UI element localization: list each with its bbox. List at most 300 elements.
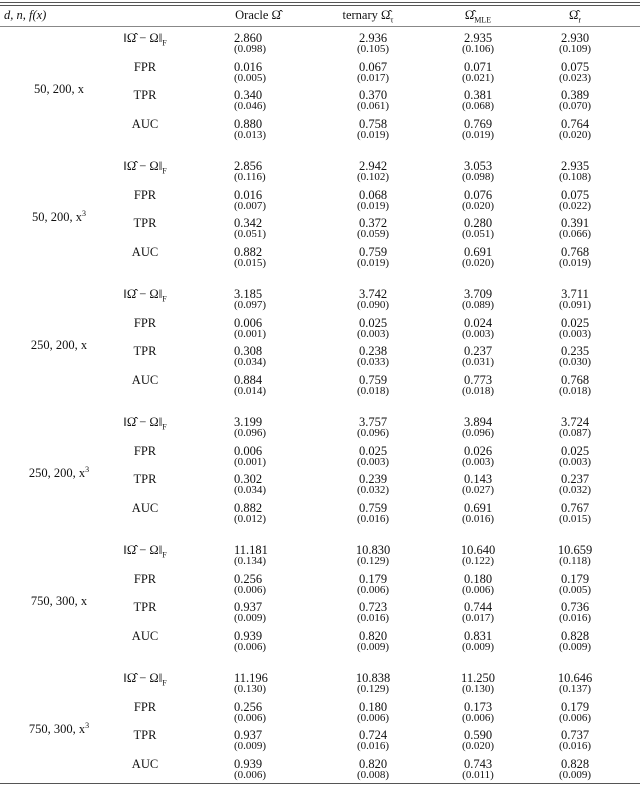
metric-label xyxy=(100,88,190,105)
cell-std-error: (0.033) xyxy=(356,356,390,368)
group-label-text: 50, 200, x xyxy=(34,82,84,97)
cell-value: 0.173 xyxy=(463,699,493,714)
metric-label-main: AUC xyxy=(131,500,159,515)
table-cell xyxy=(333,730,413,752)
table-cell xyxy=(535,443,615,468)
cell-value: 10.659 xyxy=(557,543,593,557)
table-cell xyxy=(535,673,615,695)
table-cell xyxy=(438,443,518,468)
cell-value: 0.067 xyxy=(358,59,388,74)
table-cell xyxy=(438,545,518,567)
table-cell xyxy=(234,116,314,141)
cell-value: 0.239 xyxy=(358,472,388,486)
metric-label-main: AUC xyxy=(131,244,159,259)
cell-value: 0.071 xyxy=(463,59,493,74)
metric-label-main: AUC xyxy=(131,756,159,771)
cell-value: 0.024 xyxy=(463,315,493,330)
metric-label-main: ‖Ω̂ − Ω‖ xyxy=(123,543,163,557)
table-cell xyxy=(333,187,413,212)
cell-value: 0.237 xyxy=(560,472,590,486)
cell-value: 0.769 xyxy=(463,116,493,131)
column-header-sub: τ xyxy=(390,15,394,25)
group-label-sup: 3 xyxy=(85,465,90,474)
metric-label xyxy=(100,757,190,774)
cell-value: 0.820 xyxy=(358,756,388,771)
cell-value: 0.256 xyxy=(234,571,263,586)
table-cell xyxy=(234,59,314,84)
cell-std-error: (0.130) xyxy=(234,683,267,695)
table-cell xyxy=(234,699,314,724)
cell-value: 0.590 xyxy=(463,728,493,742)
table-cell xyxy=(234,474,314,496)
metric-label-main: TPR xyxy=(133,344,157,358)
cell-std-error: (0.008) xyxy=(356,768,390,781)
metric-label xyxy=(100,287,190,304)
cell-value: 0.076 xyxy=(463,187,493,202)
cell-std-error: (0.023) xyxy=(558,71,592,84)
cell-value: 0.075 xyxy=(560,187,590,202)
cell-std-error: (0.032) xyxy=(356,484,390,496)
cell-std-error: (0.006) xyxy=(558,711,592,724)
cell-std-error: (0.013) xyxy=(234,128,267,141)
table-cell xyxy=(438,346,518,368)
cell-value: 2.935 xyxy=(560,159,590,173)
cell-value: 0.768 xyxy=(560,372,590,387)
cell-std-error: (0.009) xyxy=(234,740,267,752)
metric-label xyxy=(100,316,190,333)
table-cell xyxy=(333,346,413,368)
table-cell xyxy=(438,673,518,695)
metric-label-sub: F xyxy=(162,294,167,304)
cell-std-error: (0.031) xyxy=(461,356,495,368)
cell-value: 0.143 xyxy=(463,472,493,486)
table-cell xyxy=(535,218,615,240)
table-cell xyxy=(333,628,413,653)
metric-label-sub: F xyxy=(162,38,167,48)
cell-std-error: (0.070) xyxy=(558,100,592,112)
metric-label xyxy=(100,543,190,560)
cell-std-error: (0.006) xyxy=(356,583,390,596)
cell-value: 0.820 xyxy=(358,628,388,643)
cell-value: 0.764 xyxy=(560,116,590,131)
cell-value: 0.006 xyxy=(234,315,263,330)
cell-value: 11.250 xyxy=(461,671,495,685)
cell-std-error: (0.066) xyxy=(558,228,592,240)
cell-std-error: (0.098) xyxy=(234,43,267,55)
metric-label xyxy=(100,572,190,589)
group-label xyxy=(4,465,114,481)
metric-label-sub: F xyxy=(162,678,167,688)
column-header-main: Ω̂ xyxy=(464,8,475,22)
cell-value: 0.773 xyxy=(463,372,493,387)
table-cell xyxy=(333,90,413,112)
table-cell xyxy=(333,673,413,695)
cell-value: 0.691 xyxy=(463,500,493,515)
metric-label-sub: F xyxy=(162,166,167,176)
table-cell xyxy=(333,443,413,468)
metric-label-main: FPR xyxy=(133,59,157,74)
cell-std-error: (0.016) xyxy=(461,512,495,525)
cell-std-error: (0.096) xyxy=(461,427,495,439)
cell-std-error: (0.009) xyxy=(234,612,267,624)
cell-std-error: (0.108) xyxy=(558,171,592,183)
cell-std-error: (0.032) xyxy=(558,484,592,496)
cell-std-error: (0.006) xyxy=(461,583,495,596)
cell-value: 0.016 xyxy=(234,187,263,202)
table-cell xyxy=(333,571,413,596)
table-cell xyxy=(234,730,314,752)
metric-label-main: AUC xyxy=(131,372,159,387)
cell-std-error: (0.003) xyxy=(461,327,495,340)
cell-std-error: (0.106) xyxy=(461,43,495,55)
table-cell xyxy=(438,90,518,112)
cell-value: 10.646 xyxy=(557,671,593,685)
cell-value: 0.768 xyxy=(560,244,590,259)
metric-label-main: TPR xyxy=(133,88,157,102)
cell-value: 0.370 xyxy=(358,88,388,102)
cell-std-error: (0.014) xyxy=(234,384,267,397)
cell-value: 0.381 xyxy=(463,88,493,102)
table-cell xyxy=(438,218,518,240)
cell-value: 0.075 xyxy=(560,59,590,74)
metric-label-main: FPR xyxy=(133,571,157,586)
table-cell xyxy=(234,673,314,695)
header-group-col xyxy=(4,8,46,23)
cell-std-error: (0.105) xyxy=(356,43,390,55)
cell-value: 0.828 xyxy=(560,628,590,643)
cell-value: 0.235 xyxy=(560,344,590,358)
cell-value: 0.025 xyxy=(358,443,388,458)
cell-std-error: (0.003) xyxy=(461,455,495,468)
cell-value: 3.724 xyxy=(560,415,590,429)
cell-std-error: (0.018) xyxy=(356,384,390,397)
metric-label xyxy=(100,728,190,745)
table-cell xyxy=(438,500,518,525)
table-cell xyxy=(234,443,314,468)
cell-value: 2.935 xyxy=(463,31,493,45)
metric-label-main: FPR xyxy=(133,187,157,202)
cell-value: 3.199 xyxy=(234,415,263,429)
header-rule xyxy=(0,26,640,27)
cell-std-error: (0.102) xyxy=(356,171,390,183)
cell-std-error: (0.046) xyxy=(234,100,267,112)
cell-std-error: (0.090) xyxy=(356,299,390,311)
cell-std-error: (0.005) xyxy=(558,583,592,596)
cell-value: 0.831 xyxy=(463,628,493,643)
cell-value: 11.181 xyxy=(234,543,268,557)
cell-std-error: (0.006) xyxy=(234,583,267,596)
metric-label xyxy=(100,444,190,461)
cell-value: 0.025 xyxy=(560,315,590,330)
cell-value: 0.302 xyxy=(234,472,263,486)
table-cell xyxy=(333,33,413,55)
column-header xyxy=(515,8,635,25)
cell-value: 0.723 xyxy=(358,600,388,614)
metric-label-sub: F xyxy=(162,422,167,432)
cell-std-error: (0.006) xyxy=(234,768,267,781)
metric-label xyxy=(100,245,190,262)
cell-std-error: (0.011) xyxy=(462,768,494,781)
cell-std-error: (0.020) xyxy=(461,256,495,269)
cell-value: 0.736 xyxy=(560,600,590,614)
cell-std-error: (0.089) xyxy=(461,299,495,311)
cell-value: 0.389 xyxy=(560,88,590,102)
top-rule-2 xyxy=(0,5,640,6)
group-label-text: 250, 200, x xyxy=(28,466,86,481)
table-cell xyxy=(535,244,615,269)
table-cell xyxy=(535,90,615,112)
metric-label xyxy=(100,188,190,205)
table-cell xyxy=(535,161,615,183)
table-cell xyxy=(438,756,518,781)
table-cell xyxy=(535,571,615,596)
table-cell xyxy=(333,500,413,525)
table-cell xyxy=(535,187,615,212)
cell-value: 0.767 xyxy=(560,500,590,515)
table-cell xyxy=(333,59,413,84)
cell-std-error: (0.001) xyxy=(234,327,267,340)
table-cell xyxy=(234,417,314,439)
cell-std-error: (0.017) xyxy=(461,612,495,624)
cell-std-error: (0.018) xyxy=(558,384,592,397)
cell-std-error: (0.003) xyxy=(356,455,390,468)
table-cell xyxy=(535,756,615,781)
table-cell xyxy=(333,218,413,240)
top-rule-1 xyxy=(0,2,640,3)
cell-std-error: (0.009) xyxy=(356,640,390,653)
table-cell xyxy=(234,571,314,596)
cell-value: 0.691 xyxy=(463,244,493,259)
column-header-main: Oracle Ω̂ xyxy=(235,8,281,22)
cell-std-error: (0.018) xyxy=(461,384,495,397)
cell-std-error: (0.003) xyxy=(558,327,592,340)
group-label xyxy=(4,721,114,737)
table-cell xyxy=(234,90,314,112)
cell-std-error: (0.027) xyxy=(461,484,495,496)
table-cell xyxy=(234,244,314,269)
cell-std-error: (0.034) xyxy=(234,484,267,496)
cell-value: 0.280 xyxy=(463,216,493,230)
metric-label xyxy=(100,31,190,48)
metric-label-main: FPR xyxy=(133,699,157,714)
metric-label-main: FPR xyxy=(133,443,157,458)
group-label xyxy=(4,81,114,97)
cell-value: 0.308 xyxy=(234,344,263,358)
cell-std-error: (0.005) xyxy=(234,71,267,84)
cell-std-error: (0.061) xyxy=(356,100,390,112)
table-cell xyxy=(535,33,615,55)
cell-value: 0.759 xyxy=(358,372,388,387)
cell-std-error: (0.016) xyxy=(356,512,390,525)
metric-label-main: AUC xyxy=(131,628,159,643)
table-cell xyxy=(234,756,314,781)
table-cell xyxy=(535,315,615,340)
group-label xyxy=(4,337,114,353)
cell-std-error: (0.022) xyxy=(558,199,592,212)
cell-std-error: (0.016) xyxy=(356,740,390,752)
metric-label xyxy=(100,600,190,617)
table-cell xyxy=(234,628,314,653)
cell-value: 0.179 xyxy=(560,699,590,714)
cell-value: 0.884 xyxy=(234,372,263,387)
table-cell xyxy=(333,602,413,624)
cell-std-error: (0.020) xyxy=(461,199,495,212)
cell-std-error: (0.030) xyxy=(558,356,592,368)
cell-std-error: (0.020) xyxy=(461,740,495,752)
cell-value: 0.025 xyxy=(358,315,388,330)
cell-value: 0.006 xyxy=(234,443,263,458)
cell-std-error: (0.001) xyxy=(234,455,267,468)
cell-value: 0.391 xyxy=(560,216,590,230)
table-cell xyxy=(234,218,314,240)
header-group-col-text: d, n, f(x) xyxy=(4,8,47,22)
cell-value: 0.744 xyxy=(463,600,493,614)
cell-std-error: (0.129) xyxy=(356,555,390,567)
column-header-sub: r xyxy=(578,15,581,25)
table-cell xyxy=(234,161,314,183)
metric-label-main: ‖Ω̂ − Ω‖ xyxy=(123,287,163,301)
cell-value: 0.937 xyxy=(234,728,263,742)
column-header-main: ternary Ω̂ xyxy=(342,8,391,22)
table-cell xyxy=(234,602,314,624)
cell-value: 0.025 xyxy=(560,443,590,458)
metric-label-main: TPR xyxy=(133,216,157,230)
cell-std-error: (0.006) xyxy=(234,711,267,724)
column-header-main: Ω̂ xyxy=(569,8,579,22)
table-cell xyxy=(438,59,518,84)
cell-value: 0.880 xyxy=(234,116,263,131)
cell-value: 0.179 xyxy=(560,571,590,586)
cell-value: 0.937 xyxy=(234,600,263,614)
cell-std-error: (0.009) xyxy=(461,640,495,653)
table-cell xyxy=(535,417,615,439)
cell-value: 0.882 xyxy=(234,244,263,259)
cell-value: 3.711 xyxy=(561,287,589,301)
cell-std-error: (0.019) xyxy=(356,256,390,269)
cell-value: 10.838 xyxy=(355,671,391,685)
cell-std-error: (0.109) xyxy=(558,43,592,55)
group-label-sup: 3 xyxy=(82,209,86,218)
cell-value: 0.342 xyxy=(234,216,263,230)
metric-label-main: ‖Ω̂ − Ω‖ xyxy=(123,415,163,429)
metric-label xyxy=(100,117,190,134)
cell-value: 10.640 xyxy=(460,543,496,557)
metric-label-main: ‖Ω̂ − Ω‖ xyxy=(123,671,163,685)
cell-value: 0.237 xyxy=(463,344,493,358)
cell-std-error: (0.006) xyxy=(356,711,390,724)
cell-std-error: (0.015) xyxy=(234,256,267,269)
cell-std-error: (0.019) xyxy=(461,128,495,141)
cell-value: 0.238 xyxy=(358,344,388,358)
cell-value: 0.939 xyxy=(234,628,263,643)
cell-std-error: (0.091) xyxy=(558,299,592,311)
table-cell xyxy=(234,289,314,311)
metric-label xyxy=(100,415,190,432)
cell-value: 3.742 xyxy=(358,287,388,301)
table-cell xyxy=(234,500,314,525)
metric-label xyxy=(100,501,190,518)
cell-value: 3.709 xyxy=(463,287,493,301)
table-cell xyxy=(234,545,314,567)
metric-label-main: AUC xyxy=(131,116,159,131)
metric-label xyxy=(100,159,190,176)
metric-label xyxy=(100,60,190,77)
table-cell xyxy=(535,628,615,653)
cell-value: 0.068 xyxy=(358,187,388,202)
table-cell xyxy=(438,628,518,653)
cell-std-error: (0.051) xyxy=(234,228,267,240)
cell-std-error: (0.009) xyxy=(558,768,592,781)
cell-std-error: (0.016) xyxy=(558,740,592,752)
cell-value: 2.860 xyxy=(234,31,263,45)
table-cell xyxy=(234,33,314,55)
table-cell xyxy=(438,372,518,397)
table-cell xyxy=(333,372,413,397)
cell-value: 2.856 xyxy=(234,159,263,173)
metric-label xyxy=(100,373,190,390)
group-label-sup: 3 xyxy=(85,721,90,730)
cell-value: 10.830 xyxy=(355,543,391,557)
cell-value: 0.016 xyxy=(234,59,263,74)
cell-value: 11.196 xyxy=(234,671,268,685)
table-cell xyxy=(234,187,314,212)
cell-value: 0.180 xyxy=(463,571,493,586)
table-cell xyxy=(438,730,518,752)
cell-std-error: (0.009) xyxy=(558,640,592,653)
cell-value: 0.743 xyxy=(463,756,493,771)
cell-std-error: (0.003) xyxy=(558,455,592,468)
cell-value: 3.185 xyxy=(234,287,263,301)
cell-value: 0.179 xyxy=(358,571,388,586)
cell-value: 0.759 xyxy=(358,244,388,259)
group-label-text: 250, 200, x xyxy=(30,338,88,353)
cell-std-error: (0.019) xyxy=(356,199,390,212)
table-cell xyxy=(234,372,314,397)
table-cell xyxy=(333,417,413,439)
table-cell xyxy=(438,116,518,141)
cell-std-error: (0.122) xyxy=(461,555,495,567)
metric-label-main: TPR xyxy=(133,728,157,742)
group-label xyxy=(4,593,114,609)
table-cell xyxy=(438,315,518,340)
metric-label-main: ‖Ω̂ − Ω‖ xyxy=(123,31,163,45)
table-cell xyxy=(333,289,413,311)
cell-std-error: (0.096) xyxy=(234,427,267,439)
table-cell xyxy=(333,244,413,269)
table-cell xyxy=(438,161,518,183)
cell-std-error: (0.051) xyxy=(461,228,495,240)
table-cell xyxy=(438,289,518,311)
metric-label xyxy=(100,472,190,489)
metric-label-main: TPR xyxy=(133,600,157,614)
table-cell xyxy=(535,59,615,84)
cell-value: 0.724 xyxy=(358,728,388,742)
table-cell xyxy=(535,346,615,368)
cell-value: 3.053 xyxy=(463,159,493,173)
table-cell xyxy=(438,602,518,624)
cell-std-error: (0.134) xyxy=(234,555,267,567)
table-cell xyxy=(535,699,615,724)
cell-std-error: (0.098) xyxy=(461,171,495,183)
cell-std-error: (0.130) xyxy=(461,683,495,695)
cell-std-error: (0.017) xyxy=(356,71,390,84)
table-cell xyxy=(333,116,413,141)
table-cell xyxy=(535,372,615,397)
table-cell xyxy=(234,346,314,368)
cell-value: 0.180 xyxy=(358,699,388,714)
cell-std-error: (0.097) xyxy=(234,299,267,311)
group-label xyxy=(4,209,114,225)
